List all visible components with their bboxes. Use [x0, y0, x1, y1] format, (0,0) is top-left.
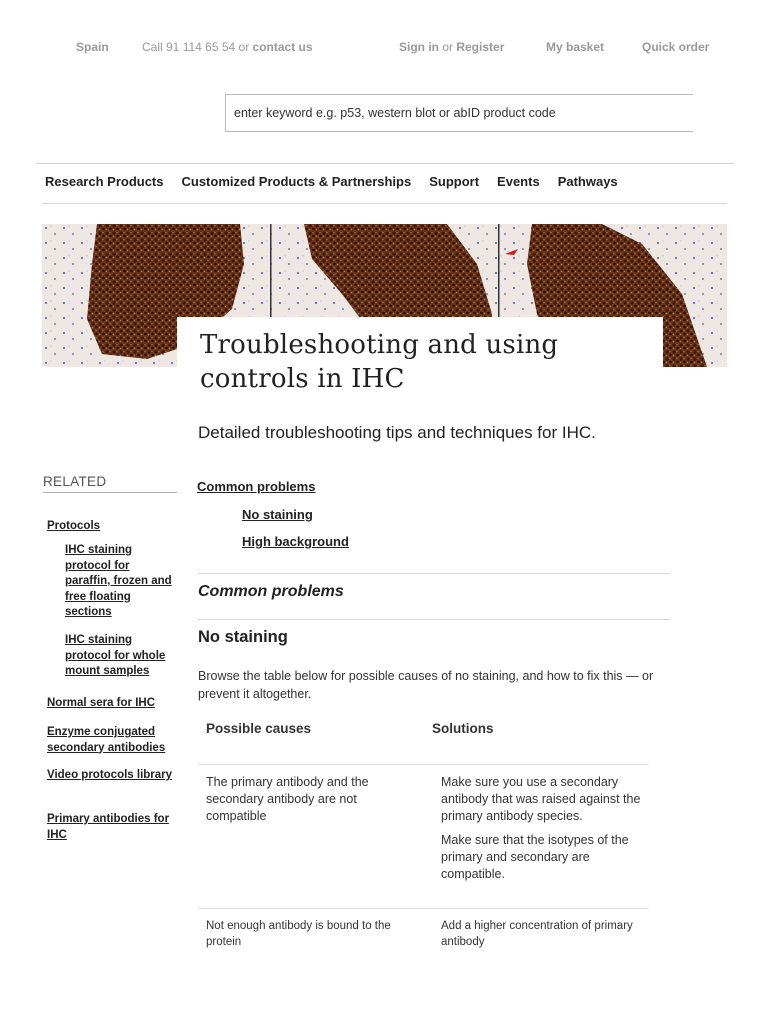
sidebar-item-protocols[interactable] [47, 519, 177, 535]
nav-pathways[interactable]: Pathways [557, 174, 618, 189]
sidebar-item-ihc-staining-protocol[interactable] [65, 543, 177, 621]
section-heading-common-problems: Common problems [198, 583, 344, 600]
nav-divider-top [36, 163, 734, 164]
table-header-causes: Possible causes [206, 721, 312, 736]
sidebar-item-enzyme-conjugated[interactable] [47, 725, 177, 756]
register-link[interactable]: Register [456, 40, 505, 54]
nav-events[interactable]: Events [497, 174, 540, 189]
subheading-no-staining: No staining [198, 628, 288, 646]
table-cell-solution: Add a higher concentration of primary antibody [441, 920, 633, 948]
sidebar-link[interactable]: Enzyme conjugated secondary antibodies [47, 726, 166, 754]
anchor-common-problems[interactable]: Common problems [197, 479, 316, 494]
search-box [225, 94, 693, 132]
quick-order-link[interactable]: Quick order [642, 40, 710, 54]
page-subtitle: Detailed troubleshooting tips and techniques for IHC. [198, 423, 596, 442]
nav-divider-bottom [42, 203, 727, 204]
sign-in-link[interactable]: Sign in [399, 40, 439, 54]
sidebar-link[interactable]: Protocols [47, 520, 101, 532]
nav-customized-products[interactable]: Customized Products & Partnerships [181, 174, 412, 189]
sidebar-link[interactable]: IHC staining protocol for whole mount samples [65, 634, 166, 677]
basket-link[interactable]: My basket [546, 40, 605, 54]
nav-research-products[interactable]: Research Products [45, 174, 164, 189]
table-row-divider [198, 908, 649, 909]
table-cell-solution: Make sure you use a secondary antibody that was raised against the primary antibody species. [441, 775, 641, 823]
related-heading: RELATED [43, 474, 177, 493]
sidebar-item-whole-mount-protocol[interactable] [65, 633, 177, 680]
page-title-box [177, 317, 663, 417]
page-title-line2: controls in IHC [200, 364, 405, 394]
nav-support[interactable]: Support [429, 174, 480, 189]
section-divider [198, 619, 670, 620]
table-cell-solution: Make sure that the isotypes of the primary and secondary are compatible. [441, 833, 629, 881]
anchor-no-staining[interactable]: No staining [242, 507, 313, 522]
sidebar-link[interactable]: Video protocols library [47, 769, 173, 781]
table-row-divider [198, 764, 649, 765]
call-info [142, 40, 313, 54]
sidebar-item-primary-antibodies[interactable] [47, 812, 177, 843]
anchor-high-background[interactable]: High background [242, 534, 349, 549]
call-text: Call 91 114 65 54 or [142, 40, 253, 54]
table-cell-cause: The primary antibody and the secondary antibody are not compatible [206, 775, 369, 823]
page-title [200, 328, 663, 396]
section-divider [198, 573, 670, 574]
sidebar-item-normal-sera[interactable] [47, 696, 177, 712]
sidebar-link[interactable]: Normal sera for IHC [47, 697, 156, 709]
sidebar-link[interactable]: Primary antibodies for IHC [47, 813, 170, 841]
section-intro-text: Browse the table below for possible causes of no staining, and how to fix this — or prevent it altogether. [198, 669, 654, 701]
contact-us-link[interactable]: contact us [252, 40, 313, 54]
utility-bar [0, 40, 768, 56]
search-input[interactable] [226, 95, 693, 131]
sidebar-item-video-protocols[interactable] [47, 768, 177, 784]
sidebar-link[interactable]: IHC staining protocol for paraffin, frozen and free floating sections [65, 544, 172, 618]
page-title-line1: Troubleshooting and using [200, 330, 559, 360]
main-nav [45, 174, 636, 194]
table-header-solutions: Solutions [432, 721, 494, 736]
or-text: or [439, 40, 457, 54]
account-links [399, 40, 504, 54]
table-cell-cause: Not enough antibody is bound to the protein [206, 920, 391, 948]
country-selector[interactable]: Spain [76, 40, 109, 54]
